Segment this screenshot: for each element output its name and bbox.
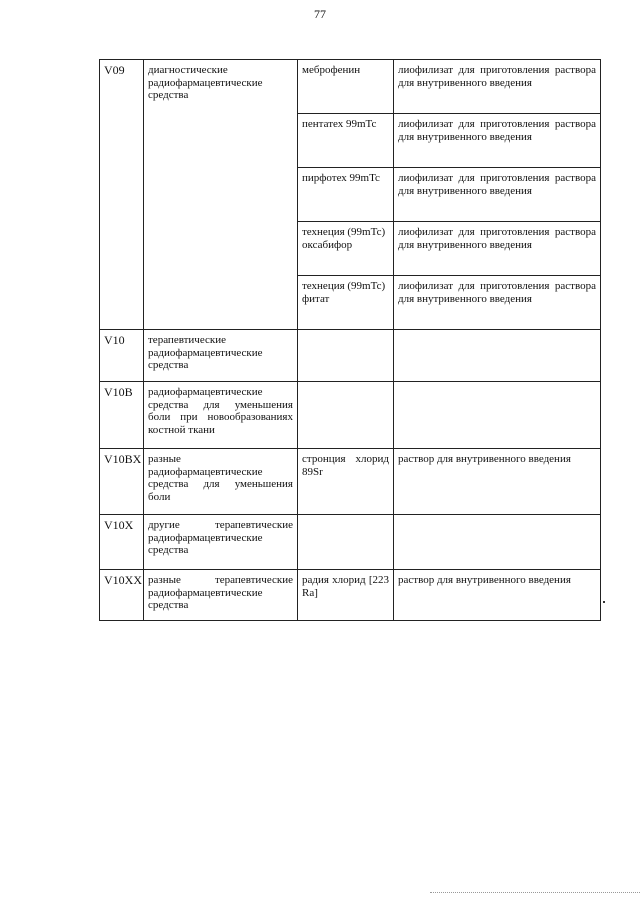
dosage-form-cell: лиофилизат для приготовления раствора для внутривенного введения bbox=[394, 60, 601, 114]
page-number: 77 bbox=[314, 7, 326, 21]
group-name-cell: разные терапевтические радиофармацевтические средства bbox=[144, 570, 298, 621]
drug-name-cell: пирфотех 99mTc bbox=[298, 168, 394, 222]
drug-name-cell bbox=[298, 330, 394, 382]
footer-rule bbox=[430, 892, 640, 893]
group-name-cell: терапевтические радиофармацевтические средства bbox=[144, 330, 298, 382]
drug-name-cell: технеция (99mTc) фитат bbox=[298, 276, 394, 330]
atc-code-cell: V10BX bbox=[100, 449, 144, 515]
atc-code-cell: V10X bbox=[100, 515, 144, 570]
drug-name-cell: пентатех 99mTc bbox=[298, 114, 394, 168]
group-name-cell: радиофармацевтические средства для уменьшения боли при новообразованиях костной ткани bbox=[144, 382, 298, 449]
table-row bbox=[100, 382, 601, 449]
drug-name-cell: радия хлорид [223 Ra] bbox=[298, 570, 394, 621]
dosage-form-cell bbox=[394, 330, 601, 382]
group-name-cell: диагностические радиофармацевтические средства bbox=[144, 60, 298, 330]
drug-table bbox=[99, 59, 601, 621]
dosage-form-cell: лиофилизат для приготовления раствора для внутривенного введения bbox=[394, 276, 601, 330]
table-row bbox=[100, 330, 601, 382]
dosage-form-cell: лиофилизат для приготовления раствора для внутривенного введения bbox=[394, 114, 601, 168]
dosage-form-cell bbox=[394, 382, 601, 449]
table-row bbox=[100, 515, 601, 570]
dosage-form-cell bbox=[394, 515, 601, 570]
atc-code-cell: V09 bbox=[100, 60, 144, 330]
dosage-form-cell: раствор для внутривенного введения bbox=[394, 449, 601, 515]
table-row bbox=[100, 60, 601, 114]
table-row bbox=[100, 449, 601, 515]
drug-name-cell: меброфенин bbox=[298, 60, 394, 114]
drug-name-cell bbox=[298, 515, 394, 570]
atc-code-cell: V10 bbox=[100, 330, 144, 382]
dosage-form-cell: лиофилизат для приготовления раствора для внутривенного введения bbox=[394, 168, 601, 222]
group-name-cell: другие терапевтические радиофармацевтические средства bbox=[144, 515, 298, 570]
drug-name-cell: стронция хлорид 89Sr bbox=[298, 449, 394, 515]
atc-code-cell: V10B bbox=[100, 382, 144, 449]
dosage-form-cell: лиофилизат для приготовления раствора для внутривенного введения bbox=[394, 222, 601, 276]
scan-speck bbox=[603, 601, 605, 603]
drug-name-cell bbox=[298, 382, 394, 449]
table-row bbox=[100, 570, 601, 621]
drug-name-cell: технеция (99mTc) оксабифор bbox=[298, 222, 394, 276]
group-name-cell: разные радиофармацевтические средства для уменьшения боли bbox=[144, 449, 298, 515]
dosage-form-cell: раствор для внутривенного введения bbox=[394, 570, 601, 621]
atc-code-cell: V10XX bbox=[100, 570, 144, 621]
